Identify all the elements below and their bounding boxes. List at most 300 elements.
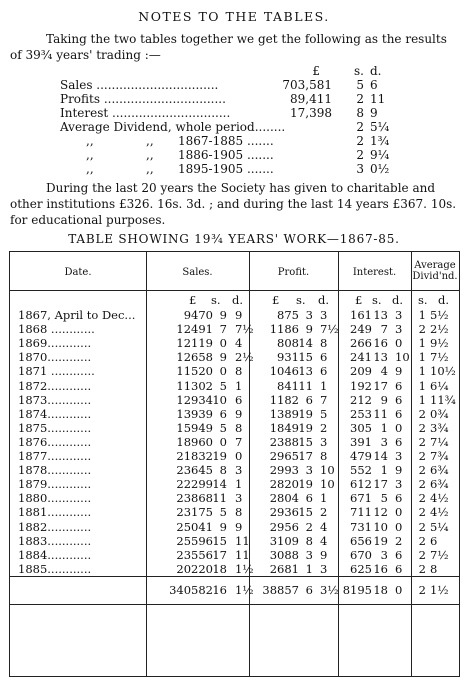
cell-ip: 731	[350, 519, 372, 534]
table-row	[10, 336, 459, 350]
cell-ad: 4½	[430, 491, 449, 506]
cell-pp: 2993	[269, 463, 299, 478]
cell-sp: 12119	[176, 336, 213, 351]
cell-ip: 212	[350, 392, 372, 407]
cell-as: 2	[418, 519, 426, 534]
cell-is: 13	[373, 308, 388, 322]
cell-ps: 6	[305, 392, 313, 407]
unit-ip: £	[355, 293, 363, 307]
table-row	[10, 477, 459, 491]
cell-pd: 1	[320, 491, 328, 506]
summary-row	[60, 78, 420, 92]
cell-ps: 15	[298, 434, 313, 449]
cell-ip: 670	[350, 547, 372, 562]
notes-title: NOTES TO THE TABLES.	[138, 9, 330, 24]
cell-ss: 9	[219, 519, 227, 534]
cell-ss: 10	[212, 392, 227, 407]
cell-ad: 1½	[430, 583, 449, 597]
cell-is: 12	[373, 505, 388, 520]
cell-ss: 6	[219, 406, 227, 421]
cell-pp: 2820	[269, 477, 299, 492]
header-sales: Sales.	[182, 267, 213, 278]
cell-as: 1	[418, 336, 426, 351]
summary-units-row	[60, 64, 420, 78]
cell-pd: 8	[320, 449, 328, 463]
cell-pd: 6	[320, 364, 328, 379]
cell-pp: 2965	[269, 449, 299, 463]
unit-ss: s.	[211, 293, 221, 307]
cell-sp: 13939	[176, 406, 213, 421]
cell-ps: 3	[305, 308, 313, 322]
cell-sd: 11	[235, 533, 250, 548]
cell-is: 1	[380, 463, 388, 478]
cell-sd: 7½	[235, 322, 254, 337]
cell-ip: 305	[350, 420, 372, 435]
cell-as: 2	[418, 420, 426, 435]
summary-pounds: 17,398	[290, 106, 332, 120]
summary-label: Average Dividend, whole period........	[60, 120, 286, 134]
table-row	[10, 449, 459, 463]
cell-ad: 6¾	[430, 477, 449, 492]
row-date: 1872............	[18, 378, 92, 393]
cell-pd: 3	[320, 308, 328, 322]
cell-ip: 192	[350, 378, 372, 393]
cell-sp: 23556	[176, 547, 213, 562]
row-date: 1867, April to Dec...	[18, 308, 136, 322]
cell-ip: 209	[350, 364, 372, 379]
cell-ad: 7¾	[430, 449, 449, 463]
cell-sd: 0	[235, 449, 243, 463]
notes-outro: During the last 20 years the Society has given to charitable and other institutions £326. 16s. 3d. ; and during the last 14 years £367. 10s. for educational purposes.	[10, 181, 457, 227]
cell-ip: 612	[350, 477, 372, 492]
cell-ps: 11	[298, 378, 313, 393]
summary-label: Interest ...............................	[60, 106, 231, 120]
cell-is: 1	[380, 420, 388, 435]
cell-pd: 1	[320, 378, 328, 393]
cell-pd: 7	[320, 392, 328, 407]
header-dividend: Divid'nd.	[412, 271, 458, 282]
cell-ad: 2½	[430, 322, 449, 337]
cell-pp: 2804	[269, 491, 299, 506]
cell-is: 11	[373, 406, 388, 421]
cell-as: 2	[418, 505, 426, 520]
cell-sd: 1	[235, 378, 243, 393]
cell-pp: 38857	[262, 583, 299, 597]
row-date: 1881............	[18, 505, 92, 520]
unit-sp: £	[189, 293, 197, 307]
unit-ps: s.	[296, 293, 306, 307]
cell-sp: 20220	[176, 561, 213, 576]
table-row	[10, 364, 459, 378]
cell-sd: 9	[235, 519, 243, 534]
summary-shillings: 8	[356, 106, 364, 120]
cell-ip: 479	[350, 449, 372, 463]
cell-ps: 6	[305, 491, 313, 506]
cell-sd: 7	[235, 434, 243, 449]
cell-id: 6	[395, 434, 403, 449]
cell-pd: 5	[320, 406, 328, 421]
cell-as: 1	[418, 350, 426, 365]
cell-is: 3	[380, 547, 388, 562]
cell-pp: 2956	[269, 519, 299, 534]
cell-pd: 4	[320, 519, 328, 534]
cell-pp: 2936	[269, 505, 299, 520]
cell-ss: 18	[212, 561, 227, 576]
cell-id: 3	[395, 477, 403, 492]
cell-ip: 625	[350, 561, 372, 576]
summary-row	[60, 148, 420, 162]
cell-pp: 1186	[269, 322, 299, 337]
cell-sp: 11302	[176, 378, 213, 393]
cell-ps: 1	[305, 561, 313, 576]
table-row	[10, 548, 459, 562]
cell-pp: 808	[277, 336, 299, 351]
cell-ss: 11	[212, 491, 227, 506]
cell-ss: 5	[219, 420, 227, 435]
cell-ss: 8	[219, 463, 227, 478]
cell-id: 9	[395, 364, 403, 379]
cell-ip: 391	[350, 434, 372, 449]
cell-pd: 3	[320, 434, 328, 449]
unit-id: d.	[392, 293, 404, 307]
cell-sd: 11	[235, 547, 250, 562]
row-date: 1883............	[18, 533, 92, 548]
cell-pp: 1849	[269, 420, 299, 435]
cell-ps: 14	[298, 336, 313, 351]
cell-ss: 16	[212, 583, 227, 597]
units-row	[10, 293, 459, 307]
summary-shillings: 2	[356, 148, 364, 162]
row-date: 1878............	[18, 463, 92, 478]
summary-label: 1867-1885 .......	[178, 134, 274, 148]
header-date: Date.	[64, 267, 92, 278]
cell-ad: 7¼	[430, 434, 449, 449]
cell-pp: 1046	[269, 364, 299, 379]
cell-ad: 11¾	[430, 392, 456, 407]
summary-pence: 5¼	[370, 120, 390, 134]
cell-pd: 10	[320, 477, 335, 492]
cell-as: 2	[418, 491, 426, 506]
cell-ps: 15	[298, 505, 313, 520]
row-date: 1876............	[18, 434, 92, 449]
cell-as: 2	[418, 547, 426, 562]
cell-pp: 2681	[269, 561, 299, 576]
table-row	[10, 505, 459, 519]
cell-as: 2	[418, 477, 426, 492]
cell-id: 6	[395, 561, 403, 576]
cell-as: 2	[418, 463, 426, 478]
cell-is: 10	[373, 519, 388, 534]
unit-shillings: s.	[354, 64, 364, 78]
unit-is: s.	[372, 293, 382, 307]
summary-label: Sales ................................	[60, 78, 219, 92]
cell-ip: 552	[350, 463, 372, 478]
summary-pence: 9	[370, 106, 378, 120]
cell-ip: 253	[350, 406, 372, 421]
cell-ip: 249	[350, 322, 372, 337]
ditto-mark: ,,	[146, 162, 154, 176]
cell-as: 1	[418, 364, 426, 379]
table-row	[10, 463, 459, 477]
cell-ps: 2	[305, 519, 313, 534]
cell-ip: 266	[350, 336, 372, 351]
summary-pence: 1¾	[370, 134, 390, 148]
table-row	[10, 520, 459, 534]
summary-pounds: 89,411	[290, 92, 332, 106]
cell-id: 0	[395, 420, 403, 435]
table-row	[10, 491, 459, 505]
cell-ps: 3	[305, 547, 313, 562]
cell-id: 6	[395, 491, 403, 506]
cell-sd: 8	[235, 364, 243, 379]
cell-pd: 8	[320, 336, 328, 351]
cell-sd: 3	[235, 491, 243, 506]
cell-sd: 1½	[235, 561, 254, 576]
header-profit: Profit.	[277, 267, 310, 278]
cell-ps: 19	[298, 477, 313, 492]
cell-ip: 241	[350, 350, 372, 365]
cell-pp: 931	[277, 350, 299, 365]
cell-id: 2	[395, 533, 403, 548]
cell-sd: 1½	[235, 583, 254, 597]
cell-pp: 1182	[269, 392, 299, 407]
cell-id: 3	[395, 308, 403, 322]
cell-sp: 15949	[176, 420, 213, 435]
cell-ip: 711	[350, 505, 372, 520]
row-date: 1874............	[18, 406, 92, 421]
cell-ss: 19	[212, 449, 227, 463]
cell-ip: 8195	[342, 583, 372, 597]
summary-row	[60, 162, 420, 176]
cell-is: 13	[373, 350, 388, 365]
row-date: 1871 ............	[18, 364, 95, 379]
unit-pounds: £	[312, 64, 320, 78]
table-row	[10, 393, 459, 407]
row-date: 1880............	[18, 491, 92, 506]
cell-sd: 4	[235, 336, 243, 351]
cell-sp: 23175	[176, 505, 213, 520]
cell-sp: 340582	[169, 583, 213, 597]
cell-is: 17	[373, 477, 388, 492]
cell-pd: 7½	[320, 322, 339, 337]
row-date: 1875............	[18, 420, 92, 435]
unit-sd: d.	[232, 293, 244, 307]
cell-as: 2	[418, 533, 426, 548]
ditto-mark: ,,	[86, 134, 94, 148]
cell-pd: 10	[320, 463, 335, 478]
row-date: 1885............	[18, 561, 92, 576]
unit-ad: d.	[438, 293, 450, 307]
cell-pd: 6	[320, 350, 328, 365]
cell-pd: 9	[320, 547, 328, 562]
unit-pence: d.	[370, 64, 382, 78]
cell-sd: 9	[235, 308, 243, 322]
cell-sp: 23868	[176, 491, 213, 506]
summary-label: Profits ................................	[60, 92, 226, 106]
summary-shillings: 2	[356, 134, 364, 148]
cell-ss: 9	[219, 308, 227, 322]
cell-as: 1	[418, 392, 426, 407]
ditto-mark: ,,	[146, 134, 154, 148]
ditto-mark: ,,	[86, 162, 94, 176]
summary-shillings: 5	[356, 78, 364, 92]
cell-sp: 25041	[176, 519, 213, 534]
summary-pence: 6	[370, 78, 378, 92]
cell-as: 2	[418, 449, 426, 463]
header-interest: Interest.	[352, 267, 397, 278]
cell-pp: 841	[277, 378, 299, 393]
cell-as: 2	[418, 322, 426, 337]
cell-id: 6	[395, 547, 403, 562]
cell-ss: 0	[219, 364, 227, 379]
cell-id: 6	[395, 392, 403, 407]
cell-ad: 10½	[430, 364, 456, 379]
cell-is: 16	[373, 336, 388, 351]
table-row	[10, 350, 459, 364]
cell-pp: 3088	[269, 547, 299, 562]
work-table	[9, 251, 460, 677]
cell-ad: 6¼	[430, 378, 449, 393]
summary-row	[60, 92, 420, 106]
table-row	[10, 421, 459, 435]
cell-is: 5	[380, 491, 388, 506]
cell-ps: 15	[298, 350, 313, 365]
summary-pence: 9¼	[370, 148, 390, 162]
cell-ps: 19	[298, 406, 313, 421]
notes-intro: Taking the two tables together we get the following as the results of 39¾ years' trading :—	[10, 32, 447, 62]
cell-as: 2	[418, 434, 426, 449]
cell-ad: 7½	[430, 350, 449, 365]
cell-ip: 161	[350, 308, 372, 322]
row-date: 1869............	[18, 336, 92, 351]
summary-shillings: 2	[356, 92, 364, 106]
cell-sd: 3	[235, 463, 243, 478]
cell-sd: 8	[235, 505, 243, 520]
cell-as: 2	[418, 406, 426, 421]
cell-is: 19	[373, 533, 388, 548]
cell-is: 17	[373, 378, 388, 393]
cell-id: 0	[395, 519, 403, 534]
row-date: 1873............	[18, 392, 92, 407]
cell-as: 2	[418, 561, 426, 576]
unit-pp: £	[272, 293, 280, 307]
table-row	[10, 308, 459, 322]
cell-is: 18	[373, 583, 388, 597]
unit-pd: d.	[318, 293, 330, 307]
cell-ps: 8	[305, 533, 313, 548]
summary-label: 1886-1905 .......	[178, 148, 274, 162]
cell-id: 3	[395, 322, 403, 337]
cell-id: 6	[395, 406, 403, 421]
cell-pp: 875	[277, 308, 299, 322]
ditto-mark: ,,	[86, 148, 94, 162]
row-date: 1877............	[18, 449, 92, 463]
cell-sp: 21832	[176, 449, 213, 463]
row-date: 1879............	[18, 477, 92, 492]
cell-ps: 6	[305, 583, 313, 597]
cell-sd: 2½	[235, 350, 254, 365]
cell-sp: 23645	[176, 463, 213, 478]
cell-sd: 1	[235, 477, 243, 492]
row-date: 1868 ............	[18, 322, 95, 337]
row-date: 1870............	[18, 350, 92, 365]
row-date: 1882............	[18, 519, 92, 534]
cell-ss: 5	[219, 378, 227, 393]
cell-sp: 12934	[176, 392, 213, 407]
cell-ip: 656	[350, 533, 372, 548]
cell-id: 10	[395, 350, 410, 365]
cell-ad: 6	[430, 533, 438, 548]
row-date: 1884............	[18, 547, 92, 562]
summary-pence: 0½	[370, 162, 390, 176]
table-row	[10, 534, 459, 548]
table-row	[10, 322, 459, 336]
cell-sp: 18960	[176, 434, 213, 449]
cell-pd: 4	[320, 533, 328, 548]
cell-ip: 671	[350, 491, 372, 506]
table-row	[10, 435, 459, 449]
table-row	[10, 562, 459, 576]
summary-row	[60, 120, 420, 134]
summary-label: 1895-1905 .......	[178, 162, 274, 176]
cell-sp: 25596	[176, 533, 213, 548]
cell-ps: 19	[298, 420, 313, 435]
cell-as: 1	[418, 378, 426, 393]
cell-ss: 9	[219, 350, 227, 365]
summary-pence: 11	[370, 92, 386, 106]
cell-ad: 4½	[430, 505, 449, 520]
cell-ad: 7½	[430, 547, 449, 562]
totals-row	[10, 583, 459, 597]
cell-ps: 17	[298, 449, 313, 463]
cell-id: 3	[395, 449, 403, 463]
summary-row	[60, 106, 420, 120]
cell-pp: 1389	[269, 406, 299, 421]
cell-pd: 2	[320, 420, 328, 435]
cell-is: 9	[380, 392, 388, 407]
cell-pd: 2	[320, 505, 328, 520]
cell-ss: 5	[219, 505, 227, 520]
header-average: Average	[414, 260, 456, 271]
summary-pounds: 703,581	[282, 78, 332, 92]
cell-sd: 6	[235, 392, 243, 407]
cell-ad: 6¾	[430, 463, 449, 478]
summary-row	[60, 134, 420, 148]
cell-ss: 0	[219, 336, 227, 351]
cell-ps: 13	[298, 364, 313, 379]
cell-ss: 0	[219, 434, 227, 449]
cell-sp: 12491	[176, 322, 213, 337]
table-row	[10, 379, 459, 393]
cell-pd: 3½	[320, 583, 339, 597]
cell-ad: 5¼	[430, 519, 449, 534]
cell-ss: 17	[212, 547, 227, 562]
cell-id: 0	[395, 505, 403, 520]
cell-as: 1	[418, 308, 426, 322]
unit-as: s.	[418, 293, 428, 307]
cell-sp: 12658	[176, 350, 213, 365]
cell-ss: 15	[212, 533, 227, 548]
cell-id: 9	[395, 463, 403, 478]
cell-is: 16	[373, 561, 388, 576]
cell-is: 14	[373, 449, 388, 463]
cell-ad: 8	[430, 561, 438, 576]
cell-is: 4	[380, 364, 388, 379]
cell-as: 2	[418, 583, 426, 597]
summary-shillings: 3	[356, 162, 364, 176]
cell-pd: 3	[320, 561, 328, 576]
cell-id: 0	[395, 583, 403, 597]
